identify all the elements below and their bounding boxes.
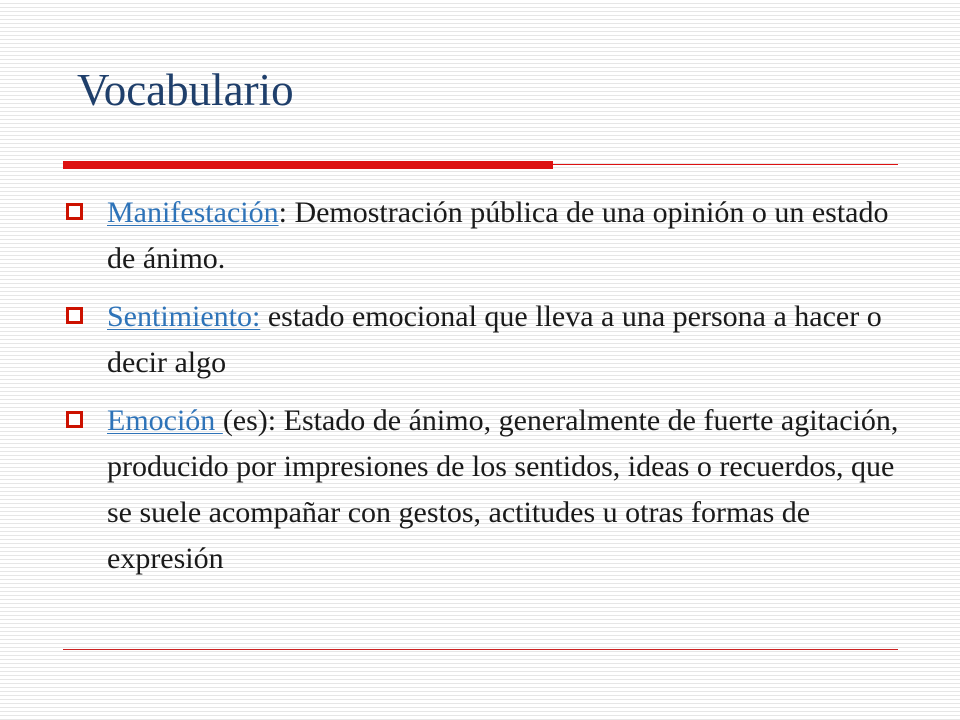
square-bullet-icon xyxy=(66,411,83,428)
title-underline-thin xyxy=(553,164,898,165)
term-definition: estado emocional que lleva a una persona a hacer o decir algo xyxy=(107,300,882,379)
square-bullet-icon xyxy=(66,307,83,324)
list-item xyxy=(62,294,902,386)
vocabulary-list xyxy=(62,190,902,594)
term-link-manifestacion[interactable]: Manifestación xyxy=(107,196,279,229)
term-link-emocion[interactable]: Emoción xyxy=(107,404,223,437)
square-bullet-icon xyxy=(66,203,83,220)
title-underline-thick xyxy=(63,161,553,169)
footer-divider xyxy=(63,649,898,650)
list-item xyxy=(62,190,902,282)
term-link-sentimiento[interactable]: Sentimiento: xyxy=(107,300,261,333)
term-definition: : Demostración pública de una opinión o un estado de ánimo. xyxy=(107,196,889,275)
list-item xyxy=(62,398,902,582)
slide-title: Vocabulario xyxy=(77,65,294,115)
term-definition: (es): Estado de ánimo, generalmente de fuerte agitación, producido por impresiones de los sentidos, ideas o recuerdos, que se suele acompañar con gestos, actitudes u otras formas de expresión xyxy=(107,404,899,575)
